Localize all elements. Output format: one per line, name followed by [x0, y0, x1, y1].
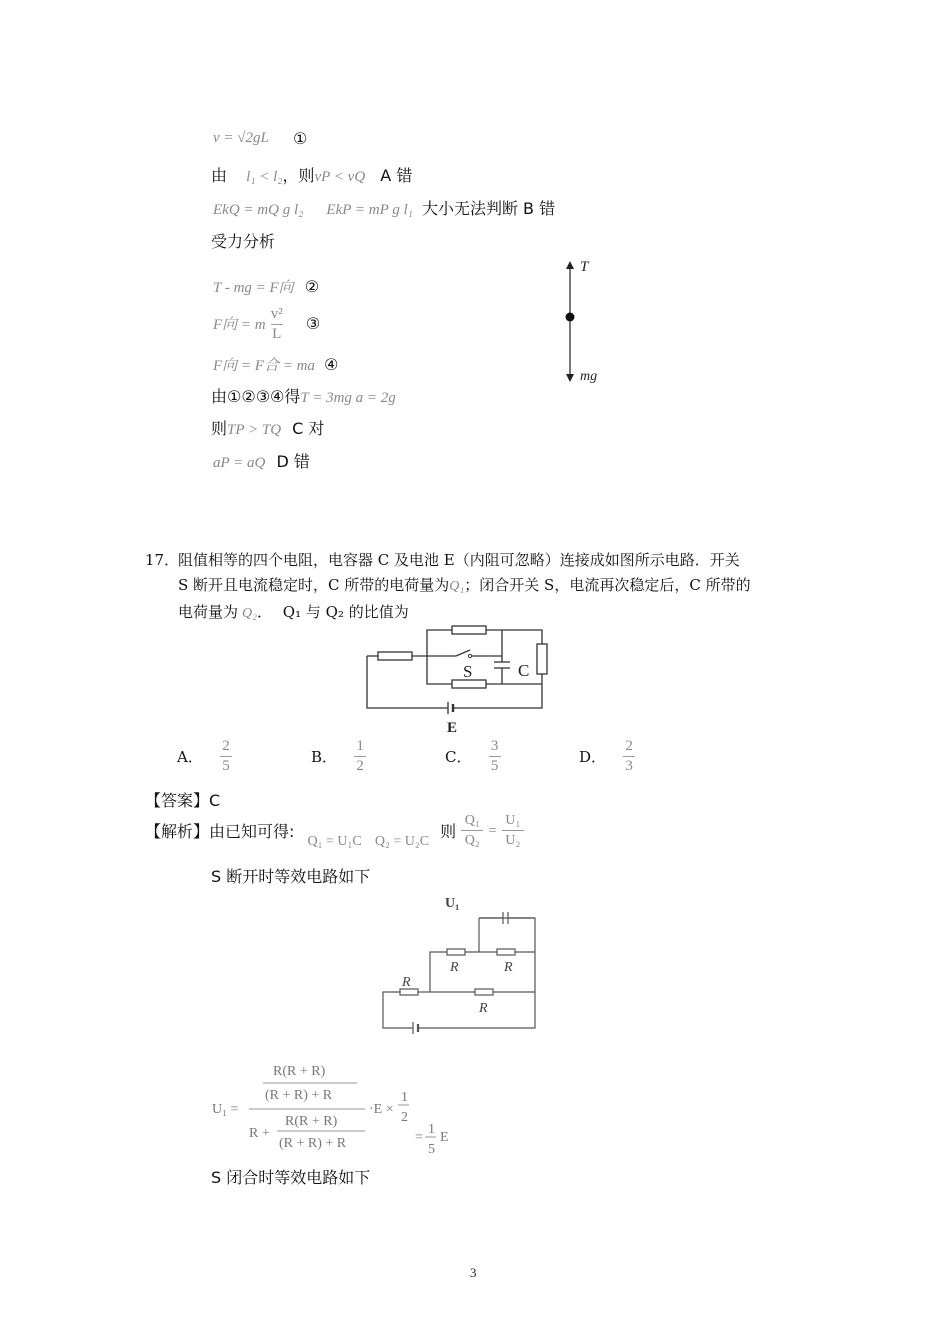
question-line1: 阻值相等的四个电阻，电容器 C 及电池 E（内阻可忽略）连接成如图所示电路．开关 — [178, 551, 740, 569]
resistor-r3 — [475, 989, 493, 995]
circuit-diagram-1 — [360, 622, 560, 737]
mass-point — [566, 313, 575, 322]
analysis-line: 【解析】由已知可得: Q₁ = U₁C Q₂ = U₂C 则 $\frac{\text{Q₁}}{\text{Q₂}}$ = $\frac{\text{U₁}}{\text{U₂}}$ — [145, 812, 524, 849]
r-label-4: R — [479, 1001, 488, 1016]
answer-line: 【答案】C — [145, 791, 221, 810]
resistor-r2 — [497, 949, 515, 955]
svg-text:(R + R) + R: (R + R) + R — [265, 1088, 333, 1103]
svg-text:·E ×: ·E × — [369, 1102, 394, 1117]
battery-label: E — [447, 720, 458, 736]
arrow-down-icon — [566, 374, 574, 382]
gravity-label: mg — [580, 369, 598, 384]
resistor-3 — [452, 680, 486, 688]
svg-text:R(R + R): R(R + R) — [285, 1114, 338, 1129]
question-number: 17． — [145, 551, 180, 569]
svg-text:1: 1 — [428, 1122, 435, 1137]
r-label-2: R — [504, 960, 513, 975]
option-b: B． $\frac{1}{2}$ — [311, 738, 366, 775]
svg-text:R +: R + — [249, 1126, 270, 1141]
option-c: C． $\frac{3}{5}$ — [445, 738, 501, 775]
svg-text:=: = — [415, 1130, 423, 1145]
resistor-r1 — [447, 949, 465, 955]
circle-1: ① — [293, 129, 308, 148]
arrow-up-icon — [566, 261, 574, 269]
svg-text:E: E — [440, 1130, 449, 1145]
u1-label: U₁ — [445, 896, 460, 911]
eq3-fraction: $\frac{\text{v²}}{L}$ — [270, 306, 283, 342]
line-energy: EkQ = mQ g l₂ EkP = mP g l₁ 大小无法判断 B 错 — [213, 199, 556, 218]
eq-3: F向 = m $\frac{\text{v²}}{L}$ ③ — [213, 306, 321, 342]
eq-2: T - mg = F向 ② — [213, 277, 320, 296]
svg-text:U₁ =: U₁ = — [212, 1102, 239, 1117]
svg-text:R(R + R): R(R + R) — [273, 1064, 326, 1079]
page-number: 3 — [470, 1265, 477, 1280]
line-accel: aP = aQ D 错 — [213, 452, 310, 471]
u1-formula — [205, 1055, 465, 1165]
resistor-4 — [537, 644, 547, 674]
line-then: 则TP > TQ C 对 — [211, 419, 325, 438]
free-body-diagram — [540, 255, 620, 390]
svg-text:1: 1 — [401, 1090, 408, 1105]
resistor-1 — [378, 652, 412, 660]
capacitor-label: C — [518, 661, 530, 680]
eq-v: v = √2gL — [213, 130, 269, 146]
svg-text:5: 5 — [428, 1142, 435, 1157]
switch-label: S — [463, 662, 473, 681]
open-circuit-heading: S 断开时等效电路如下 — [211, 867, 371, 886]
tension-label: T — [580, 259, 589, 275]
line-derive: 由①②③④得T = 3mg a = 2g — [211, 387, 396, 406]
r-label-3: R — [402, 975, 411, 990]
svg-text:(R + R) + R: (R + R) + R — [279, 1136, 347, 1151]
eq-4: F向 = F合 = ma ④ — [213, 355, 339, 374]
option-d: D． $\frac{2}{3}$ — [579, 738, 635, 775]
option-a: A． $\frac{2}{5}$ — [177, 738, 232, 775]
r-label-1: R — [450, 960, 459, 975]
closed-circuit-heading: S 闭合时等效电路如下 — [211, 1168, 371, 1187]
line-compare-l: 由 l₁ < l₂，则vP < vQ A 错 — [211, 166, 413, 185]
question-line3: 电荷量为 Q₂． Q₁ 与 Q₂ 的比值为 — [178, 603, 409, 621]
question-line2: S 断开且电流稳定时，C 所带的电荷量为Q₁；闭合开关 S，电流再次稳定后，C 所带的 — [178, 576, 751, 594]
force-heading: 受力分析 — [211, 232, 276, 251]
circuit-diagram-2 — [375, 890, 545, 1035]
switch-s — [456, 650, 470, 656]
resistor-2 — [452, 626, 486, 634]
svg-text:2: 2 — [401, 1110, 408, 1125]
